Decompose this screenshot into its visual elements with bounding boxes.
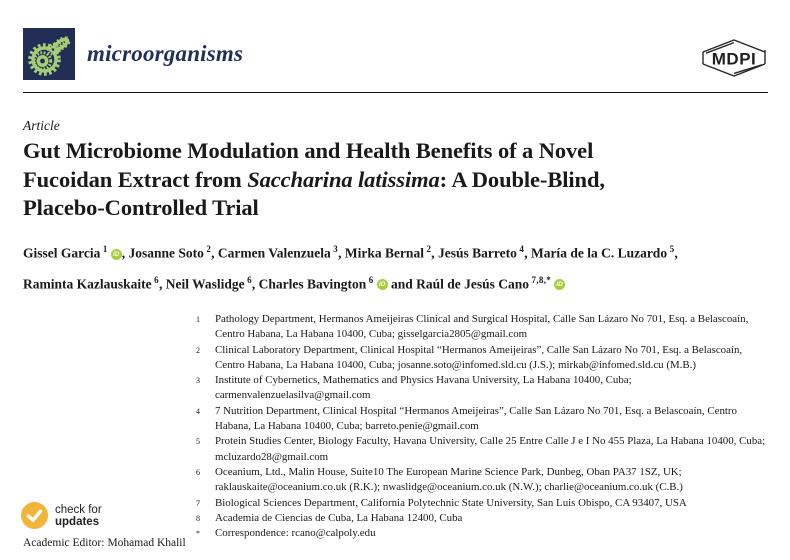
- author-name: Josanne Soto: [128, 245, 204, 261]
- mdpi-logo-text: MDPI: [711, 49, 757, 69]
- affiliation-row: [196, 312, 768, 343]
- orcid-icon[interactable]: iD: [111, 249, 122, 260]
- author-affiliation-sup: 6: [154, 274, 159, 285]
- author-affiliation-sup: 7,8,*: [531, 274, 552, 285]
- author-name: Raminta Kazlauskaite: [23, 276, 152, 291]
- author-name: Jesús Barreto: [438, 245, 517, 261]
- title-species-italic: Saccharina latissima: [247, 166, 440, 192]
- author-affiliation-sup: 2: [206, 244, 212, 254]
- author-name: Carmen Valenzuela: [217, 245, 331, 261]
- author-affiliation-sup: 2: [426, 244, 432, 254]
- affiliation-number: 4: [196, 406, 200, 416]
- author-affiliation-sup: 6: [247, 274, 252, 285]
- affiliation-text: 7 Nutrition Department, Clinical Hospital “Hermanos Ameijeiras”, Calle San Lázaro No 701, Esq. a Belascoaín, Centro Habana, La Habana 10400, Cuba; barreto.penie@gmail.com: [215, 404, 738, 433]
- affiliation-list: [196, 312, 768, 541]
- author-name: Gissel Garcia: [23, 245, 101, 261]
- academic-editor-label: Academic Editor:: [23, 537, 105, 549]
- journal-brand: [23, 28, 243, 80]
- author-affiliation-sup: 6: [368, 274, 374, 285]
- author-name: María de la C. Luzardo: [530, 245, 668, 261]
- affiliation-text: Biological Sciences Department, California Polytechnic State University, San Luis Obispo, CA 93407, USA: [215, 496, 687, 509]
- author-affiliation-sup: 3: [333, 244, 339, 254]
- affiliation-number: 6: [196, 467, 200, 477]
- journal-name: microorganisms: [87, 41, 244, 66]
- affiliation-number: 2: [196, 345, 200, 355]
- author-row: Raminta Kazlauskaite $^6$, Neil Waslidge $^6$, Charles Bavington $^6$ iD and Raúl de Jesús Cano $^{7,8,*}$ iD: [23, 267, 768, 298]
- affiliation-number: *: [196, 529, 200, 539]
- academic-editor: [23, 537, 186, 549]
- author-row: Gissel Garcia $^1$ iD , Josanne Soto $^2$, Carmen Valenzuela $^3$, Mirka Bernal $^2$, Jesús Barreto $^4$, María de la C. Luzardo $^5$,: [23, 244, 678, 261]
- header-divider: [23, 92, 768, 93]
- affiliation-row: [196, 465, 768, 496]
- author-list: [23, 236, 768, 297]
- affiliation-text: Pathology Department, Hermanos Ameijeiras Clinical and Surgical Hospital, Calle San Lázaro No 701, Esq. a Belascoaín, Centro Habana, La Habana 10400, Cuba; gisselgarcia2805@gmail.com: [215, 313, 749, 341]
- title-line: Placebo-Controlled Trial: [23, 195, 259, 220]
- author-name: Charles Bavington: [258, 276, 367, 291]
- affiliation-row: [196, 434, 768, 465]
- orcid-icon[interactable]: iD: [377, 279, 388, 290]
- affiliation-row: [196, 526, 768, 541]
- affiliation-row: [196, 343, 768, 374]
- title-line: Gut Microbiome Modulation and Health Benefits of a Novel: [23, 138, 594, 163]
- affiliation-text: Academia de Ciencias de Cuba, La Habana 12400, Cuba: [215, 511, 463, 524]
- author-name: Neil Waslidge: [165, 276, 245, 291]
- affiliation-row: [196, 404, 768, 435]
- affiliation-text: Protein Studies Center, Biology Faculty, Havana University, Calle 25 Entre Calle J e I No 455 Plaza, La Habana 10400, Cuba; mcluzardo28@gmail.com: [215, 435, 766, 463]
- check-icon: [21, 502, 48, 529]
- affiliation-row: [196, 496, 768, 511]
- check-for-updates-label: [55, 504, 102, 528]
- affiliation-number: 3: [196, 376, 200, 386]
- affiliation-text: Oceanium, Ltd., Malin House, Suite10 The European Marine Science Park, Dunbeg, Oban PA37 1SZ, UK; raklauskaite@oceanium.co.uk (R.K.); nwaslidge@oceanium.co.uk (N.W.); charlie@oceanium.co.uk (C.B.): [215, 465, 683, 494]
- article-type-label: Article: [23, 118, 60, 133]
- author-name: Raúl de Jesús Cano: [416, 276, 530, 291]
- mdpi-logo: [699, 36, 769, 78]
- academic-editor-name: Mohamad Khalil: [107, 537, 186, 549]
- affiliation-row: [196, 373, 768, 404]
- author-affiliation-sup: 1: [102, 244, 108, 254]
- affiliation-text: Institute of Cybernetics, Mathematics and Physics Havana University, La Habana 10400, Cuba; carmenvalenzuelasilva@gmail.com: [215, 374, 632, 402]
- affiliation-text: Correspondence: rcano@calpoly.edu: [215, 527, 376, 540]
- microorganisms-logo-icon: [23, 28, 75, 80]
- check-for-updates-badge[interactable]: [21, 502, 102, 529]
- badge-line1: check for: [55, 503, 102, 516]
- author-name: Mirka Bernal: [344, 245, 424, 261]
- orcid-icon[interactable]: iD: [554, 279, 565, 290]
- affiliation-text: Clinical Laboratory Department, Clinical Hospital “Hermanos Ameijeiras”, Calle San Lázaro No 701, Esq. a Belascoaín, Centro Habana, La Habana 10400, Cuba; josanne.soto@infomed.sld.cu (J.S.); mirkab@infomed.sld.cu (M.B.): [215, 343, 743, 371]
- badge-line2: updates: [55, 515, 100, 528]
- article-title: [23, 137, 768, 223]
- title-line: Fucoidan Extract from Saccharina latissima: A Double-Blind,: [23, 166, 605, 192]
- affiliation-number: 5: [196, 437, 200, 447]
- affiliation-number: 8: [196, 513, 200, 523]
- author-affiliation-sup: 4: [519, 244, 525, 254]
- affiliation-number: 7: [196, 498, 200, 508]
- author-affiliation-sup: 5: [669, 244, 675, 254]
- affiliation-number: 1: [196, 315, 200, 324]
- affiliation-row: [196, 511, 768, 526]
